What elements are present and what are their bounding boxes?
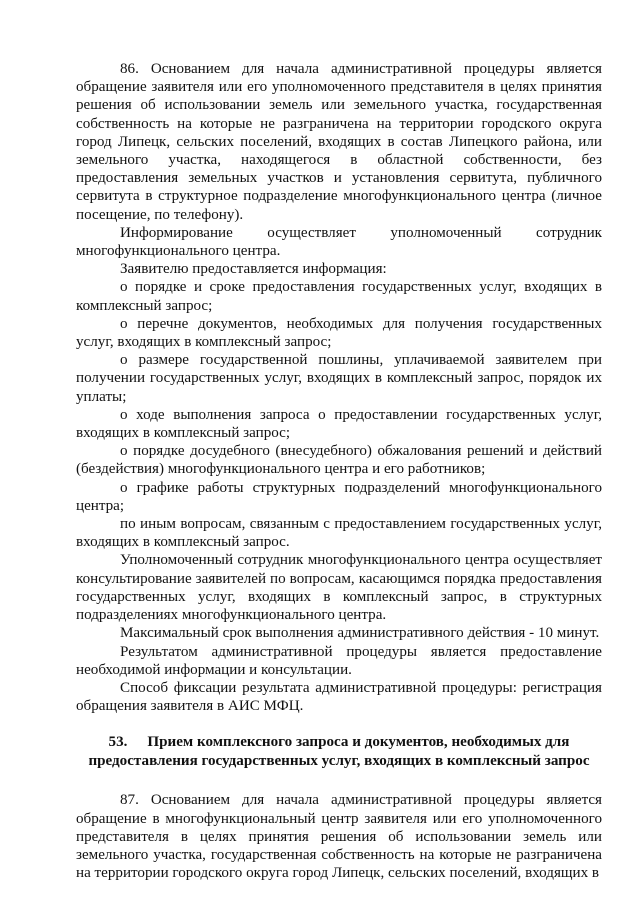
list-item-other-questions: по иным вопросам, связанным с предоставлением государственных услуг, входящих в комплексный запрос. (76, 516, 602, 551)
list-item-schedule: о графике работы структурных подразделений многофункционального центра; (76, 479, 602, 514)
paragraph-informing: Информирование осуществляет уполномоченный сотрудник многофункционального центра. (76, 224, 602, 260)
section-number: 53. (108, 734, 128, 751)
list-item-documents: о перечне документов, необходимых для получения государственных услуг, входящих в комплексный запрос; (76, 315, 602, 351)
spacer (76, 771, 602, 791)
paragraph-consulting: Уполномоченный сотрудник многофункционального центра осуществляет консультирование заявителей по вопросам, касающимся порядка предоставления государственных услуг, входящих в комплексный запрос, в структурных подразделениях многофункционального центра. (76, 552, 602, 624)
list-item-procedure-terms: о порядке и сроке предоставления государственных услуг, входящих в комплексный запрос; (76, 279, 602, 314)
list-item-request-progress: о ходе выполнения запроса о предоставлении государственных услуг, входящих в комплексный запрос; (76, 406, 602, 442)
list-item-state-fee: о размере государственной пошлины, уплачиваемой заявителем при получении государственных услуг, входящих в комплексный запрос, порядок их уплаты; (76, 352, 602, 405)
paragraph-fixation: Способ фиксации результата административной процедуры: регистрация обращения заявителя в АИС МФЦ. (76, 679, 602, 715)
paragraph-86: 86. Основанием для начала административной процедуры является обращение заявителя или его уполномоченного представителя в целях принятия решения об использовании земель или земельного участка, государственная собственность на которые не разграничена на территории городского округа город Липецк, сельских поселений, входящих в состав Липецкого района, или земельного участка, находящегося в областной собственности, без предоставления земельных участков и установления сервитута, публичного сервитута в структурное подразделение многофункционального центра (личное посещение, по телефону). (76, 61, 602, 223)
paragraph-result: Результатом административной процедуры является предоставление необходимой информации и консультации. (76, 643, 602, 678)
section-heading (76, 733, 602, 771)
paragraph-87: 87. Основанием для начала административной процедуры является обращение в многофункциональный центр заявителя или его уполномоченного представителя в целях принятия решения об использовании земель или земельного участка, государственная собственность на которые не разграничена на территории городского округа город Липецк, сельских поселений, входящих в (76, 792, 602, 882)
paragraph-info-intro: Заявителю предоставляется информация: (120, 261, 387, 278)
document-page (76, 60, 602, 882)
paragraph-max-time: Максимальный срок выполнения административного действия - 10 минут. (120, 625, 600, 642)
list-item-appeal: о порядке досудебного (внесудебного) обжалования решений и действий (бездействия) многофункционального центра и его работников; (76, 443, 602, 478)
section-title: Прием комплексного запроса и документов, необходимых для предоставления государственных услуг, входящих в комплексный запрос (88, 734, 590, 770)
